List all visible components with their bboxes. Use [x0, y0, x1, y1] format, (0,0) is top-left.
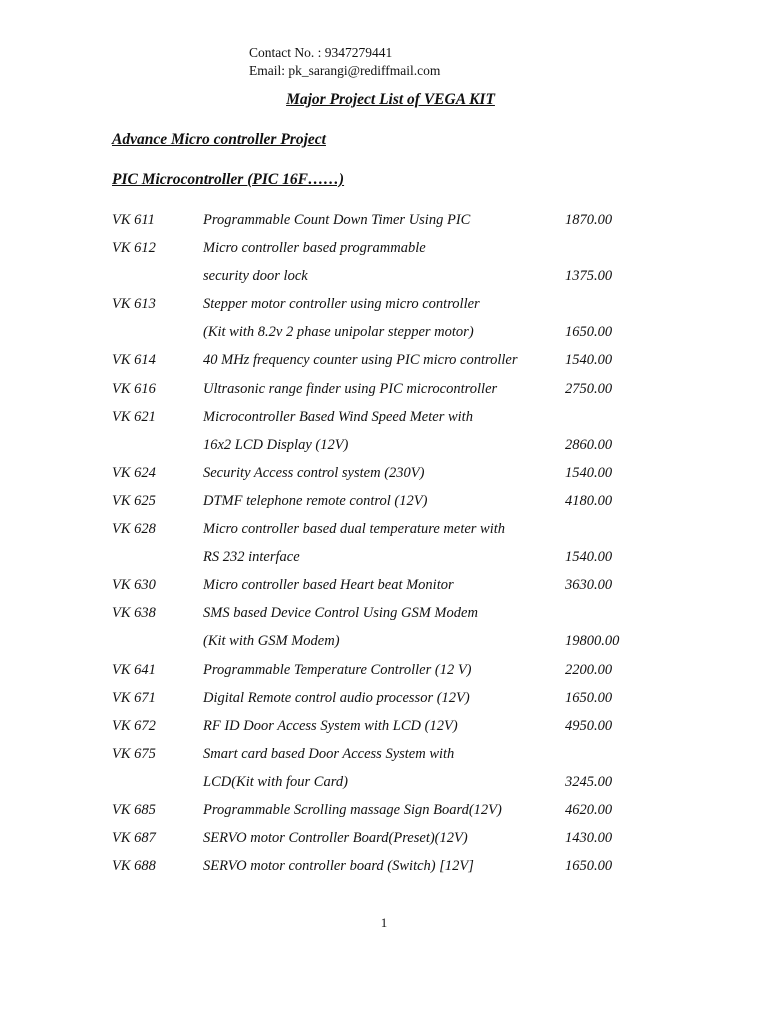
list-item	[0, 854, 768, 882]
project-code: VK 625	[112, 492, 156, 509]
project-price: 2860.00	[565, 436, 613, 453]
project-price: 1540.00	[565, 352, 613, 369]
project-price: 1540.00	[565, 464, 613, 481]
project-description: Stepper motor controller using micro controller	[203, 296, 480, 313]
project-code: VK 614	[112, 352, 156, 369]
project-description: SERVO motor controller board (Switch) [12V]	[203, 858, 474, 875]
page-title: Major Project List of VEGA KIT	[286, 91, 495, 108]
list-item	[0, 405, 768, 433]
page-number: 1	[380, 915, 388, 930]
section-heading-pic: PIC Microcontroller (PIC 16F……)	[112, 171, 345, 188]
list-item	[0, 236, 768, 264]
list-item	[0, 348, 768, 376]
project-description: (Kit with GSM Modem)	[203, 633, 340, 650]
contact-phone: Contact No. : 9347279441	[249, 45, 393, 60]
project-price: 1650.00	[565, 858, 613, 875]
project-description: Micro controller based programmable	[203, 240, 426, 257]
project-code: VK 688	[112, 858, 156, 875]
project-description: Security Access control system (230V)	[203, 464, 425, 481]
list-item	[0, 798, 768, 826]
project-code: VK 628	[112, 521, 156, 538]
project-description: Programmable Count Down Timer Using PIC	[203, 212, 471, 228]
list-item	[0, 826, 768, 854]
project-price: 1375.00	[565, 268, 613, 285]
project-description: Micro controller based dual temperature meter with	[203, 521, 506, 538]
project-code: VK 671	[112, 689, 156, 706]
list-item	[0, 686, 768, 714]
project-description: Programmable Scrolling massage Sign Board(12V)	[203, 801, 502, 818]
contact-email: Email: pk_sarangi@rediffmail.com	[249, 63, 441, 78]
project-price: 1870.00	[565, 212, 613, 228]
project-description: RF ID Door Access System with LCD (12V)	[203, 717, 458, 734]
project-code: VK 621	[112, 408, 156, 425]
project-description: security door lock	[203, 268, 308, 285]
project-code: VK 612	[112, 240, 156, 257]
project-description: SERVO motor Controller Board(Preset)(12V)	[203, 830, 468, 847]
project-description: Programmable Temperature Controller (12 V)	[203, 661, 472, 678]
project-code: VK 630	[112, 577, 156, 594]
list-item	[0, 208, 768, 236]
list-item	[0, 742, 768, 770]
project-price: 4950.00	[565, 717, 613, 734]
project-code: VK 616	[112, 380, 156, 397]
project-code: VK 675	[112, 745, 156, 762]
list-item	[0, 573, 768, 601]
project-code: VK 613	[112, 296, 156, 313]
project-price: 4620.00	[565, 801, 613, 818]
project-price: 19800.00	[565, 633, 620, 650]
project-price: 1540.00	[565, 549, 613, 566]
project-code: VK 687	[112, 830, 156, 847]
project-price: 4180.00	[565, 492, 613, 509]
project-code: VK 641	[112, 661, 156, 678]
list-item	[0, 658, 768, 686]
project-description: (Kit with 8.2v 2 phase unipolar stepper motor)	[203, 324, 474, 341]
project-price: 2750.00	[565, 380, 613, 397]
project-description: 40 MHz frequency counter using PIC micro controller	[203, 352, 518, 369]
project-price: 1650.00	[565, 324, 613, 341]
project-description: Ultrasonic range finder using PIC microcontroller	[203, 380, 498, 397]
section-heading-advance: Advance Micro controller Project	[112, 131, 326, 148]
list-item	[0, 489, 768, 517]
list-item	[0, 517, 768, 545]
project-description: Microcontroller Based Wind Speed Meter with	[203, 408, 473, 425]
list-item	[0, 292, 768, 320]
project-code: VK 638	[112, 605, 156, 622]
contact-block	[249, 44, 440, 80]
list-item	[0, 629, 768, 657]
project-price: 3245.00	[565, 773, 613, 790]
project-description: 16x2 LCD Display (12V)	[203, 436, 349, 453]
project-code: VK 624	[112, 464, 156, 481]
list-item	[0, 264, 768, 292]
project-code: VK 685	[112, 801, 156, 818]
list-item	[0, 433, 768, 461]
list-item	[0, 461, 768, 489]
project-price: 3630.00	[565, 577, 613, 594]
project-description: Smart card based Door Access System with	[203, 745, 455, 762]
project-list	[0, 208, 768, 882]
project-description: DTMF telephone remote control (12V)	[203, 492, 428, 509]
project-price: 1650.00	[565, 689, 613, 706]
project-description: Digital Remote control audio processor (12V)	[203, 689, 470, 706]
list-item	[0, 601, 768, 629]
project-code: VK 672	[112, 717, 156, 734]
list-item	[0, 770, 768, 798]
project-price: 2200.00	[565, 661, 613, 678]
list-item	[0, 714, 768, 742]
project-description: SMS based Device Control Using GSM Modem	[203, 605, 478, 622]
project-price: 1430.00	[565, 830, 613, 847]
list-item	[0, 545, 768, 573]
project-description: LCD(Kit with four Card)	[203, 773, 348, 790]
project-description: Micro controller based Heart beat Monitor	[203, 577, 454, 594]
project-description: RS 232 interface	[203, 549, 300, 566]
list-item	[0, 320, 768, 348]
list-item	[0, 377, 768, 405]
project-code: VK 611	[112, 212, 155, 228]
